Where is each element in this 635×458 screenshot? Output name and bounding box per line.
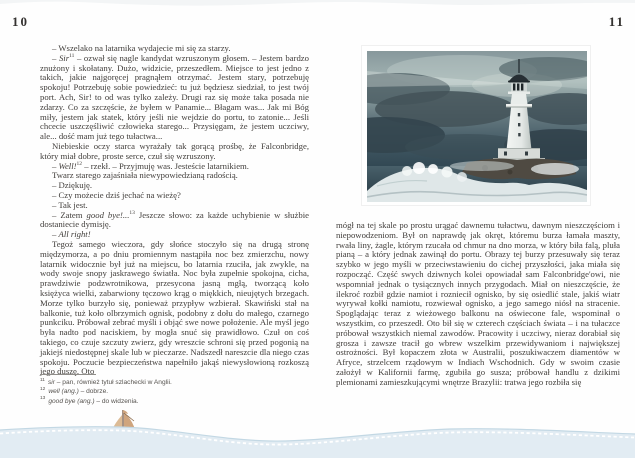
paragraph: – Tak jest. [52,199,88,210]
right-page-text [336,221,620,388]
paragraph: – Czy możecie dziś jechać na wieżę? [52,189,181,200]
wave-band [0,427,635,458]
lighthouse-illustration [367,51,587,202]
paragraph: Niebieskie oczy starca wyrażały tak gorącą prośbę, że Falconbridge, który miał dobre, proste serce, czuł się wzruszony. [40,140,309,161]
footnote-item: $^{11}$ sir – pan, również tytuł szlachecki w Anglii. [40,377,172,386]
paragraph: – All right! [52,229,91,240]
footnotes [40,374,310,406]
footnote-number: 12 [40,387,46,393]
top-wave-decoration [0,0,635,8]
page-number-right: 11 [608,14,625,29]
paragraph: Twarz starego zajaśniała niewypowiedzianą radością. [52,170,238,181]
footnote-item: $^{13}$ good bye (ang.) – do widzenia. [40,396,139,405]
footnote-number: 11 [40,377,45,383]
footnote-list [40,378,310,406]
paragraph: – Dziękuję. [52,180,93,191]
paragraph: – Well!$^{12}$ – rzekł. – Przyjmuję was. Jesteście latarnikiem. [52,160,249,171]
paragraph: – Wszelako na latarnika wydajecie mi się za starzy. [52,43,231,53]
left-page-text [40,44,309,377]
paragraph: Tegoż samego wieczora, gdy słońce stoczyło się na drugą stronę międzymorza, a po dniu promiennym nastąpiła noc bez zmierzchu, nowy latarnik widocznie był już na miejscu, bo latarnia rzuciła, jak zwykle, na wody swoje snopy jaskrawego światła. Noc była zupełnie spokojna, cicha, prawdziwie podzwrotnikowa, przesycona jasną mgłą, tworzącą koło księżyca wielki, zabarwiony tęczowo krąg o miękkich, nieujętych brzegach. Morze tylko burzyło się, ponieważ przypływ wzbierał. Skawiński stał na balkonie, tuż koło olbrzymich ognisk, podobny z dołu do małego, czarnego punkciku. Próbował zebrać myśli i objąć swe nowe położenie. Ale myśl jego była nadto pod naciskiem, by mogła snuć się prawidłowo. Czuł on coś takiego, co czuje szczuty zwierz, gdy wreszcie schroni się przed pogonią na jakiejś niedostępnej skale lub w pieczarze. Nadszedł nareszcie dla niego czas spokoju. Poczucie bezpieczeństwa napełniło jakąś niewysłowioną rozkoszą jego duszę. Oto [40,238,309,377]
page-number-left: 10 [12,14,29,29]
footnote-divider [40,374,96,375]
paragraph: – Zatem good bye!...$^{13}$ Jeszcze słowo: za każde uchybienie w służbie dostaniecie dymisję. [40,209,309,230]
bottom-wave-decoration [0,420,635,458]
lighthouse-photo [361,45,591,206]
footnote-number: 13 [40,396,46,402]
footnote-item: $^{12}$ well (ang.) – dobrze. [40,387,109,396]
paragraph: mógł na tej skale po prostu urągać dawnemu tułactwu, dawnym nieszczęściom i niepowodzeniom. Był on naprawdę jak okręt, któremu burza łamała maszty, rwała liny, żagle, którym rzucała od chmur na dno morza, w który biła falą, pluła pianą – a który jednak zawinął do portu. Obrazy tej burzy przesuwały się teraz szybko w jego myśli w przeciwstawieniu do cichej przyszłości, jaka miała się rozpocząć. Część swych dziwnych kolei opowiadał sam Falconbridge'owi, nie wspomniał jednak o tysiącznych innych przygodach. Miał on nieszczęście, że ilekroć rozbił gdzie namiot i rozniecił ognisko, by się osiedlić stale, jakiś wiatr wyrywał kołki namiotu, rozwiewał ognisko, a jego samego niósł na stracenie. Spoglądając teraz z wieżowego balkonu na oświecone fale, wspominał o wszystkim, co przeszedł. Oto bił się w czterech częściach świata – i na tułaczce próbował wszystkich niemal zawodów. Pracowity i uczciwy, nieraz dorabiał się grosza i zawsze tracił go wbrew wszelkim przewidywaniom i największej ostrożności. Był kopaczem złota w Australii, poszukiwaczem diamentów w Afryce, strzelcem rządowym w Indiach Wschodnich. Gdy w swoim czasie założył w Kalifornii farmę, zgubiła go susza; próbował handlu z dzikimi plemionami zamieszkującymi wnętrze Brazylii: tratwa jego rozbiła się [336,220,620,387]
paragraph: – Sir$^{11}$ – ozwał się nagle kandydat wzruszonym głosem. – Jestem bardzo znużony i skołatany. Dużo, widzicie, przeszedłem. Miejsce to jest jedno z takich, jakie najgoręcej pragnąłem otrzymać. Jestem stary, potrzebuję spokoju! Potrzebuję sobie powiedzieć: tu już będziesz siedział, to jest twój port. Ach, Sir! to od was tylko zależy. Drugi raz się może taka posada nie zdarzy. Co za szczęście, że byłem w Panamie... Błagam was... Jak mi Bóg miły, jestem jak statek, który jeśli nie wejdzie do portu, to zatonie... Jeśli chcecie uszczęśliwić człowieka starego... Przysięgam, że jestem uczciwy, ale... dość mam już tego tułactwa... [40,52,309,142]
top-wave-shape [0,0,635,6]
